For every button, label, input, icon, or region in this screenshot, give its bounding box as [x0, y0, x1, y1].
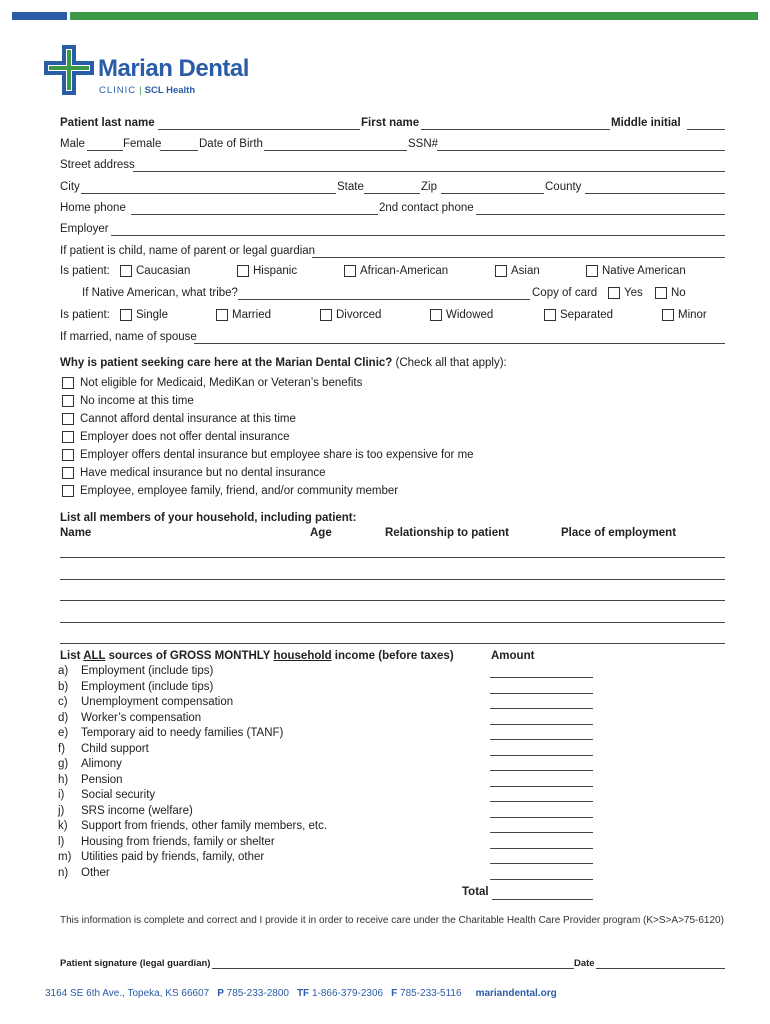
header-bar-blue: [12, 12, 67, 20]
income-amount-field[interactable]: [490, 693, 593, 694]
hispanic-option[interactable]: [237, 264, 297, 278]
spouse-label: If married, name of spouse: [60, 331, 197, 343]
logo-separator: |: [139, 85, 142, 96]
state-field[interactable]: [364, 193, 420, 194]
copy-card-yes-checkbox[interactable]: [608, 287, 620, 299]
why-question-text: Why is patient seeking care here at the Marian Dental Clinic?: [60, 357, 393, 369]
asian-option[interactable]: [495, 264, 540, 278]
footer-phone-key: P: [217, 988, 224, 999]
dob-label: Date of Birth: [199, 138, 263, 150]
guardian-label: If patient is child, name of parent or legal guardian: [60, 245, 316, 257]
hispanic-label: Hispanic: [253, 265, 298, 277]
county-label: County: [545, 181, 582, 193]
row-phone: [60, 201, 725, 217]
african-american-label: African-American: [360, 265, 449, 277]
footer-tollfree-key: TF: [296, 988, 310, 999]
signature-label: Patient signature (legal guardian): [60, 958, 211, 969]
divorced-label: Divorced: [336, 309, 382, 321]
income-title-pre: List: [60, 650, 84, 662]
reason-label: Have medical insurance but no dental insurance: [80, 467, 326, 479]
male-label: Male: [60, 138, 85, 150]
tribe-label: If Native American, what tribe?: [82, 287, 238, 299]
widowed-label: Widowed: [446, 309, 494, 321]
reason-checkbox[interactable]: [62, 467, 74, 479]
logo-name: Marian Dental: [98, 55, 249, 82]
asian-checkbox[interactable]: [495, 265, 507, 277]
guardian-field[interactable]: [312, 257, 725, 258]
income-label: Child support: [81, 742, 149, 755]
cross-logo-icon: [44, 45, 94, 95]
why-hint: (Check all that apply):: [392, 357, 507, 369]
native-american-checkbox[interactable]: [586, 265, 598, 277]
asian-label: Asian: [511, 265, 540, 277]
income-label: SRS income (welfare): [81, 804, 193, 817]
second-contact-label: 2nd contact phone: [379, 202, 474, 214]
household-row-field[interactable]: [60, 579, 725, 580]
married-option[interactable]: [216, 308, 271, 322]
household-row-field[interactable]: [60, 643, 725, 644]
household-col-name: Name: [60, 527, 92, 539]
hispanic-checkbox[interactable]: [237, 265, 249, 277]
reason-checkbox[interactable]: [62, 377, 74, 389]
row-employer: [60, 222, 725, 238]
female-label: Female: [123, 138, 162, 150]
copy-card-no-label: No: [671, 287, 686, 299]
amount-header: Amount: [491, 650, 535, 662]
copy-card-no-option[interactable]: [655, 286, 686, 300]
copy-card-no-checkbox[interactable]: [655, 287, 667, 299]
total-field[interactable]: [492, 899, 593, 900]
first-name-field[interactable]: [421, 129, 610, 130]
state-label: State: [337, 181, 364, 193]
widowed-checkbox[interactable]: [430, 309, 442, 321]
reason-checkbox[interactable]: [62, 413, 74, 425]
income-label: Worker’s compensation: [81, 711, 202, 724]
income-amount-field[interactable]: [490, 863, 593, 864]
income-amount-field[interactable]: [490, 708, 593, 709]
married-checkbox[interactable]: [216, 309, 228, 321]
row-ethnicity: [60, 264, 725, 280]
income-letter: h): [58, 773, 69, 786]
household-row-field[interactable]: [60, 622, 725, 623]
reason-checkbox[interactable]: [62, 449, 74, 461]
reason-label: Cannot afford dental insurance at this time: [80, 413, 296, 425]
first-name-label: First name: [361, 117, 420, 129]
native-american-option[interactable]: [586, 264, 686, 278]
reason-item[interactable]: [62, 374, 474, 392]
copy-card-yes-option[interactable]: [608, 286, 643, 300]
date-field[interactable]: [596, 968, 725, 969]
caucasian-checkbox[interactable]: [120, 265, 132, 277]
ssn-label: SSN#: [408, 138, 439, 150]
clinic-logo: [44, 45, 284, 100]
reason-label: No income at this time: [80, 395, 194, 407]
row-guardian: [60, 244, 725, 260]
logo-subtitle: [99, 85, 195, 96]
income-letter: e): [58, 727, 69, 739]
certification-statement: This information is complete and correct and I provide it in order to receive care under the Charitable Health Care Provider program (K>S>A>75-6120): [60, 915, 724, 926]
income-letter: c): [58, 696, 68, 708]
household-col-place: Place of employment: [561, 527, 677, 539]
reason-label: Employer offers dental insurance but employee share is too expensive for me: [80, 449, 474, 461]
footer-website-link[interactable]: mariandental.org: [475, 988, 557, 999]
income-label: Temporary aid to needy families (TANF): [81, 727, 284, 739]
why-question: [60, 357, 507, 369]
income-label: Other: [81, 866, 110, 879]
income-amount-field[interactable]: [490, 770, 593, 771]
minor-checkbox[interactable]: [662, 309, 674, 321]
income-letter: g): [58, 758, 69, 770]
second-contact-field[interactable]: [476, 214, 725, 215]
footer-phone: 785-233-2800: [226, 988, 289, 999]
tribe-field[interactable]: [238, 299, 530, 300]
household-title: List all members of your household, including patient:: [60, 512, 357, 524]
divorced-option[interactable]: [320, 308, 381, 322]
separated-option[interactable]: [544, 308, 613, 322]
home-phone-label: Home phone: [60, 202, 126, 214]
minor-option[interactable]: [662, 308, 707, 322]
income-amount-field[interactable]: [490, 724, 593, 725]
income-amount-field[interactable]: [490, 677, 593, 678]
household-col-age: Age: [310, 527, 332, 539]
income-letter: m): [58, 851, 72, 863]
single-checkbox[interactable]: [120, 309, 132, 321]
signature-field[interactable]: [212, 968, 574, 969]
spouse-field[interactable]: [194, 343, 725, 344]
income-title: [60, 650, 454, 662]
income-letter: i): [58, 789, 65, 801]
native-american-label: Native American: [602, 265, 686, 277]
income-letter: a): [58, 665, 69, 677]
reason-item[interactable]: [62, 428, 474, 446]
income-label: Employment (include tips): [81, 665, 214, 677]
income-amount-field[interactable]: [490, 817, 593, 818]
income-title-all: ALL: [83, 650, 106, 662]
signature-row: [60, 957, 725, 971]
income-label: Utilities paid by friends, family, other: [81, 851, 265, 863]
date-label: Date: [574, 958, 595, 969]
county-field[interactable]: [585, 193, 725, 194]
row-marital-status: [60, 308, 725, 324]
reason-label: Employee, employee family, friend, and/or community member: [80, 485, 399, 497]
footer-address: 3164 SE 6th Ave., Topeka, KS 66607: [45, 988, 210, 999]
income-label: Unemployment compensation: [81, 696, 234, 708]
income-label: Employment (include tips): [81, 680, 214, 693]
income-letter: j): [58, 804, 65, 817]
street-address-field[interactable]: [133, 171, 725, 172]
row-gender-dob: [60, 137, 725, 153]
income-label: Social security: [81, 789, 156, 801]
patient-last-name-label: Patient last name: [60, 117, 155, 129]
caucasian-option[interactable]: [120, 264, 190, 278]
income-amount-field[interactable]: [490, 879, 593, 880]
row-tribe: [60, 286, 725, 302]
income-amount-field[interactable]: [490, 739, 593, 740]
city-field[interactable]: [81, 193, 336, 194]
reason-label: Employer does not offer dental insurance: [80, 431, 290, 443]
header-bar-green: [70, 12, 758, 20]
household-row-field[interactable]: [60, 600, 725, 601]
household-col-relationship: Relationship to patient: [385, 527, 509, 539]
income-amount-field[interactable]: [490, 801, 593, 802]
copy-card-label: Copy of card: [532, 287, 598, 299]
income-letter: l): [58, 835, 65, 848]
is-patient-label: Is patient:: [60, 265, 110, 277]
single-option[interactable]: [120, 308, 168, 322]
separated-label: Separated: [560, 309, 614, 321]
income-title-mid: sources of GROSS MONTHLY: [105, 650, 274, 662]
income-letter: d): [58, 711, 69, 724]
income-label: Housing from friends, family or shelter: [81, 835, 275, 848]
total-label: Total: [462, 886, 489, 898]
minor-label: Minor: [678, 309, 707, 321]
african-american-option[interactable]: [344, 264, 448, 278]
income-amount-field[interactable]: [490, 832, 593, 833]
ssn-field[interactable]: [437, 150, 725, 151]
zip-field[interactable]: [441, 193, 544, 194]
patient-last-name-field[interactable]: [158, 129, 360, 130]
caucasian-label: Caucasian: [136, 265, 191, 277]
footer-tollfree: 1-866-379-2306: [311, 988, 384, 999]
middle-initial-label: Middle initial: [611, 117, 681, 129]
income-amount-field[interactable]: [490, 848, 593, 849]
city-label: City: [60, 181, 80, 193]
reasons-list: [62, 374, 474, 500]
row-street: [60, 158, 725, 174]
logo-clinic: CLINIC: [99, 85, 137, 96]
reason-checkbox[interactable]: [62, 395, 74, 407]
income-letter: n): [58, 866, 69, 879]
reason-item[interactable]: [62, 410, 474, 428]
income-title-post: income (before taxes): [331, 650, 454, 662]
reason-checkbox[interactable]: [62, 485, 74, 497]
income-label: Pension: [81, 773, 123, 786]
footer-fax-key: F: [391, 988, 398, 999]
row-patient-name: [60, 116, 725, 132]
income-amount-field[interactable]: [490, 755, 593, 756]
household-row-field[interactable]: [60, 557, 725, 558]
married-label: Married: [232, 309, 271, 321]
reason-label: Not eligible for Medicaid, MediKan or Veteran’s benefits: [80, 377, 363, 389]
middle-initial-field[interactable]: [687, 129, 725, 130]
home-phone-field[interactable]: [131, 214, 378, 215]
row-spouse: [60, 330, 725, 346]
logo-scl: SCL Health: [144, 85, 196, 96]
male-field[interactable]: [87, 150, 123, 151]
income-letter: b): [58, 680, 69, 693]
income-amount-field[interactable]: [490, 786, 593, 787]
is-patient-status-label: Is patient:: [60, 309, 110, 321]
income-title-household: household: [273, 650, 332, 662]
single-label: Single: [136, 309, 168, 321]
income-label: Alimony: [81, 758, 122, 770]
copy-card-yes-label: Yes: [624, 287, 643, 299]
reason-item[interactable]: [62, 446, 474, 464]
employer-field[interactable]: [111, 235, 725, 236]
income-total: [462, 886, 593, 902]
income-label: Support from friends, other family members, etc.: [81, 820, 328, 832]
footer-fax: 785-233-5116: [400, 988, 462, 999]
female-field[interactable]: [160, 150, 198, 151]
widowed-option[interactable]: [430, 308, 493, 322]
footer: [45, 988, 557, 999]
divorced-checkbox[interactable]: [320, 309, 332, 321]
row-city: [60, 180, 725, 196]
employer-label: Employer: [60, 223, 109, 235]
income-letter: k): [58, 820, 68, 832]
separated-checkbox[interactable]: [544, 309, 556, 321]
dob-field[interactable]: [264, 150, 407, 151]
african-american-checkbox[interactable]: [344, 265, 356, 277]
income-letter: f): [58, 742, 66, 755]
reason-item[interactable]: [62, 464, 474, 482]
reason-item[interactable]: [62, 482, 474, 500]
reason-checkbox[interactable]: [62, 431, 74, 443]
street-address-label: Street address: [60, 159, 135, 171]
zip-label: Zip: [421, 181, 437, 193]
reason-item[interactable]: [62, 392, 474, 410]
